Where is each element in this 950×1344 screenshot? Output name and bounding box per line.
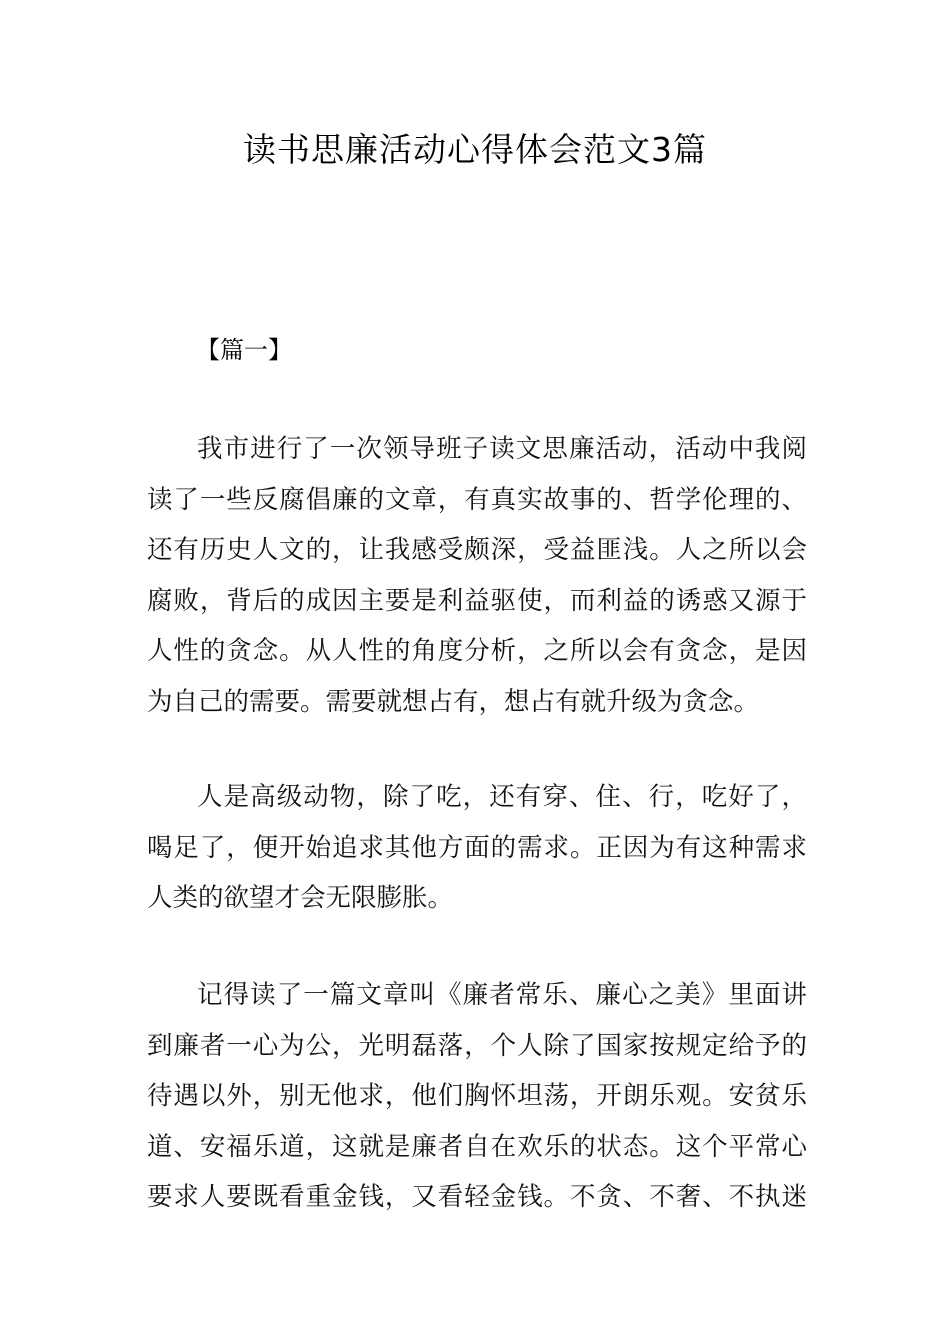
- paragraph-1: [147, 424, 807, 727]
- document-title: 读书思廉活动心得体会范文3篇: [243, 130, 707, 169]
- paragraph-line: 要求人要既看重金钱，又看轻金钱。不贪、不奢、不执迷: [147, 1182, 807, 1212]
- paragraph-line: 到廉者一心为公，光明磊落，个人除了国家按规定给予的: [147, 1030, 807, 1061]
- paragraph-line: 人性的贪念。从人性的角度分析，之所以会有贪念，是因: [147, 636, 807, 666]
- paragraph-line: 我市进行了一次领导班子读文思廉活动，活动中我阅: [197, 434, 807, 464]
- paragraph-2: [147, 772, 807, 924]
- paragraph-3: [147, 970, 807, 1223]
- paragraph-line: 喝足了，便开始追求其他方面的需求。正因为有这种需求: [147, 832, 807, 863]
- paragraph-line: 人类的欲望才会无限膨胀。: [147, 883, 454, 913]
- paragraph-line: 道、安福乐道，这就是廉者自在欢乐的状态。这个平常心: [147, 1131, 807, 1162]
- paragraph-line: 还有历史人文的，让我感受颇深，受益匪浅。人之所以会: [147, 535, 807, 565]
- paragraph-line: 腐败，背后的成因主要是利益驱使，而利益的诱惑又源于: [147, 585, 807, 616]
- paragraph-line: 记得读了一篇文章叫《廉者常乐、廉心之美》里面讲: [197, 980, 807, 1010]
- paragraph-line: 人是高级动物，除了吃，还有穿、住、行，吃好了，: [197, 782, 807, 812]
- paragraph-line: 待遇以外，别无他求，他们胸怀坦荡，开朗乐观。安贫乐: [147, 1081, 807, 1111]
- paragraph-line: 读了一些反腐倡廉的文章，有真实故事的、哲学伦理的、: [147, 484, 807, 515]
- paragraph-line: 为自己的需要。需要就想占有，想占有就升级为贪念。: [147, 686, 760, 717]
- section-heading: 【篇一】: [196, 336, 292, 364]
